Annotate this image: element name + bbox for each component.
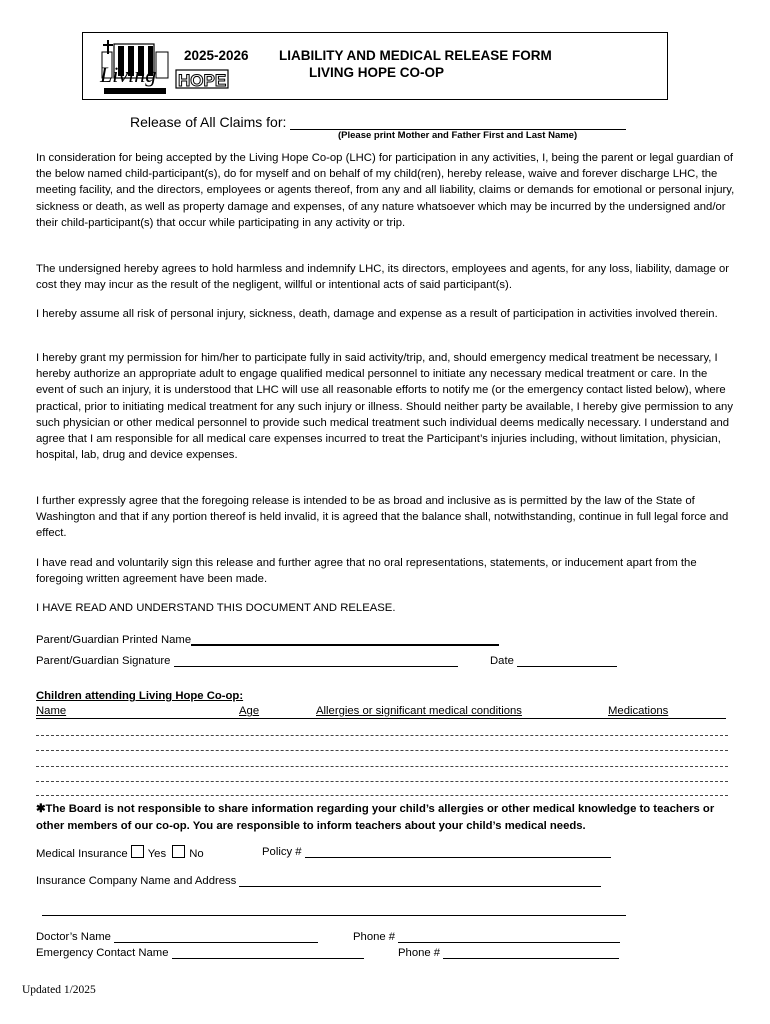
paragraph-voluntary: I have read and voluntarily sign this release and further agree that no oral representations, statements, or inducement apart from the foregoing written agreement have been made. <box>36 557 697 586</box>
child-row-line[interactable] <box>36 781 728 782</box>
medical-insurance-field <box>36 845 204 860</box>
col-age: Age <box>239 705 260 717</box>
living-hope-logo <box>94 38 236 98</box>
insurance-yes-checkbox[interactable] <box>131 845 144 858</box>
policy-blank[interactable] <box>305 845 611 858</box>
logo-text-hope: HOPE <box>178 71 227 90</box>
insurance-company-blank[interactable] <box>239 874 601 887</box>
policy-field[interactable] <box>262 845 611 858</box>
emergency-phone-label: Phone # <box>398 947 441 959</box>
org-name: LIVING HOPE CO-OP <box>309 65 445 80</box>
date-field[interactable] <box>490 654 617 667</box>
insurance-address-blank[interactable] <box>42 903 626 916</box>
child-row-line[interactable] <box>36 750 728 751</box>
child-row-line[interactable] <box>36 766 728 767</box>
medical-insurance-label: Medical Insurance <box>36 848 128 860</box>
date-blank[interactable] <box>517 654 617 667</box>
paragraph-acknowledge: I HAVE READ AND UNDERSTAND THIS DOCUMENT AND RELEASE. <box>36 602 396 614</box>
logo-text-living: Living <box>100 62 157 87</box>
insurance-no-checkbox[interactable] <box>172 845 185 858</box>
form-title: LIABILITY AND MEDICAL RELEASE FORM <box>279 48 552 63</box>
doctor-name-label: Doctor’s Name <box>36 931 111 943</box>
child-row-line[interactable] <box>36 795 728 796</box>
date-label: Date <box>490 655 514 667</box>
column-header-rule <box>36 718 726 719</box>
paragraph-consideration: In consideration for being accepted by the Living Hope Co-op (LHC) for participation in any activities, I, being the parent or legal guardian of the below named child-participant(s), do for myself and on behalf of my child(ren), hereby release, waive and forever discharge LHC, the meeting facility, and the directors, employees or agents thereof, from any and all liability, claims or demands for emotional or personal injury, sickness or death, as well as property damage and expenses, of any nature whatsoever which may be incurred by the undersigned and/or their child-participant(s) that occur while participating in any activity or trip. <box>36 152 735 229</box>
doctor-phone-blank[interactable] <box>398 930 620 943</box>
form-year: 2025-2026 <box>184 48 249 63</box>
paragraph-assume-risk: I hereby assume all risk of personal injury, sickness, death, damage and expense as a result of participation in activities involved therein. <box>36 308 718 320</box>
col-name: Name <box>36 705 67 717</box>
emergency-phone-field[interactable] <box>398 946 619 959</box>
insurance-company-field[interactable] <box>36 874 601 887</box>
release-claims-note: (Please print Mother and Father First and Last Name) <box>338 130 578 141</box>
col-allergies: Allergies or significant medical conditions <box>316 705 522 717</box>
insurance-yes-label: Yes <box>147 848 167 860</box>
release-claims-blank[interactable] <box>290 115 626 130</box>
paragraph-washington-law: I further expressly agree that the foregoing release is intended to be as broad and inclusive as is permitted by the law of the State of Washington and that if any portion thereof is held invalid, it is agreed that the balance shall, notwithstanding, continue in full legal force and effect. <box>36 495 729 540</box>
insurance-address-field[interactable] <box>42 903 626 916</box>
insurance-company-label: Insurance Company Name and Address <box>36 875 237 887</box>
signature-blank[interactable] <box>174 654 458 667</box>
paragraph-indemnify: The undersigned hereby agrees to hold harmless and indemnify LHC, its directors, employees and agents, for any loss, liability, damage or cost they may incur as the result of the negligent, willful or intentional acts of said participant(s). <box>36 263 730 292</box>
printed-name-label: Parent/Guardian Printed Name <box>36 634 192 646</box>
emergency-contact-blank[interactable] <box>172 946 364 959</box>
insurance-no-label: No <box>189 848 204 860</box>
signature-label: Parent/Guardian Signature <box>36 655 171 667</box>
doctor-name-blank[interactable] <box>114 930 318 943</box>
doctor-name-field[interactable] <box>36 930 318 943</box>
release-claims-label: Release of All Claims for: <box>130 114 287 130</box>
release-claims-field[interactable] <box>130 114 626 130</box>
doctor-phone-field[interactable] <box>353 930 620 943</box>
emergency-contact-label: Emergency Contact Name <box>36 947 169 959</box>
printed-name-field[interactable] <box>36 632 499 646</box>
emergency-phone-blank[interactable] <box>443 946 619 959</box>
children-heading: Children attending Living Hope Co-op: <box>36 690 244 702</box>
board-note: ✱The Board is not responsible to share information regarding your child’s allergies or other medical knowledge to teachers or other members of our co-op. You are responsible to inform teachers about your child’s medical needs. <box>36 803 715 832</box>
col-medications: Medications <box>608 705 669 717</box>
doctor-phone-label: Phone # <box>353 931 396 943</box>
child-row-line[interactable] <box>36 735 728 736</box>
updated-date: Updated 1/2025 <box>22 984 96 996</box>
printed-name-blank[interactable] <box>191 632 499 646</box>
emergency-contact-field[interactable] <box>36 946 364 959</box>
signature-field[interactable] <box>36 654 458 667</box>
paragraph-medical-permission: I hereby grant my permission for him/her to participate fully in said activity/trip, and, should emergency medical treatment be necessary, I hereby authorize an appropriate adult to engage qualified medical personnel to initiate any necessary medical treatment or care. In the event of such an injury, it is understood that LHC will use all reasonable efforts to notify me (or the emergency contact listed below), where practical, prior to initiating medical treatment for any such injury or illness. Should neither party be available, I hereby give permission to any such physician or other medical personnel to provide such medical treatment such individual deems medically necessary. I understand and agree that I am responsible for all medical care expenses incurred to treat the Participant’s injuries including, without limitation, physician, hospital, lab, drug and device expenses. <box>36 352 733 462</box>
policy-label: Policy # <box>262 846 302 858</box>
